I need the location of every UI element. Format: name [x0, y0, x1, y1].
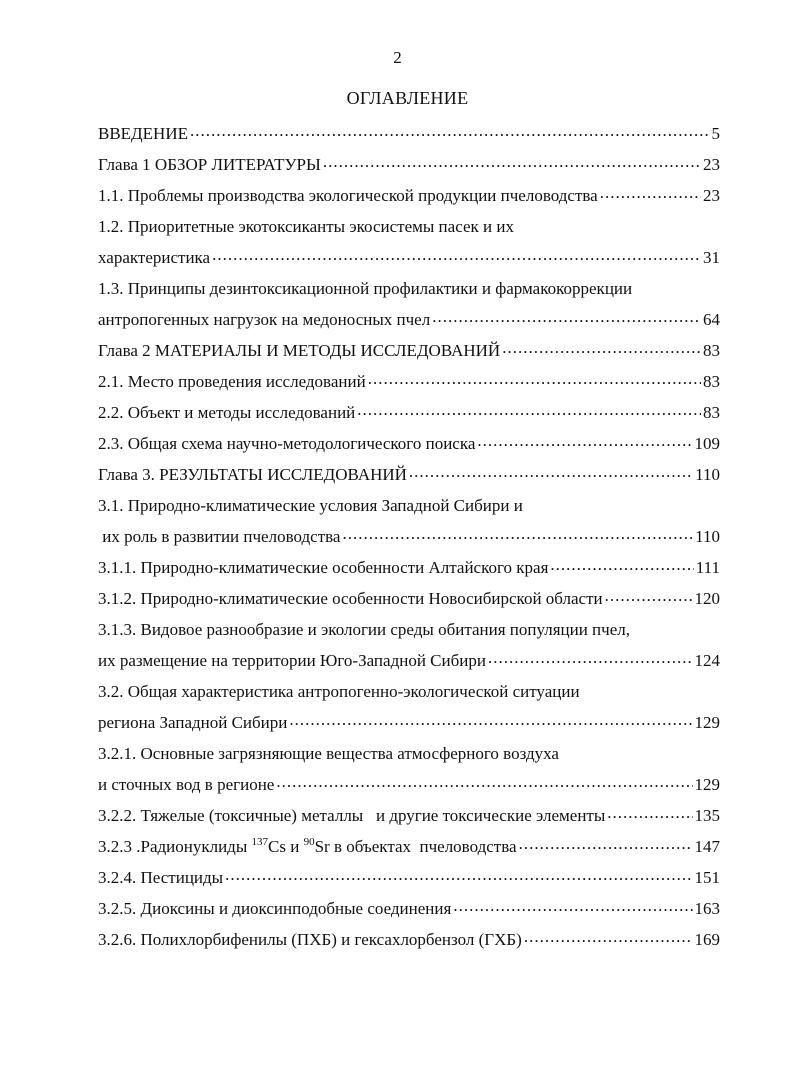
toc-entry-3-2-5: 3.2.5. Диоксины и диоксинподобные соединения ..... 163	[98, 889, 720, 920]
toc-entry-3-1-3-line1: 3.1.3. Видовое разнообразие и экологии среды обитания популяции пчел,	[98, 620, 630, 639]
toc-entry-3-2-3: 3.2.3 .Радионуклиды $^{137}$Cs и $^{90}$Sr в объектах пчеловодства ..... 147	[98, 827, 720, 858]
page-number: 2	[393, 48, 402, 67]
toc-entry-chapter-2: Глава 2 МАТЕРИАЛЫ И МЕТОДЫ ИССЛЕДОВАНИЙ ..... 83	[98, 331, 720, 362]
toc-entry-introduction: ВВЕДЕНИЕ ..... 5	[98, 114, 720, 145]
toc-entry-3-2-line2: региона Западной Сибири ..... 129	[98, 703, 720, 734]
toc-entry-1-3-line1: 1.3. Принципы дезинтоксикационной профилактики и фармакокоррекции	[98, 279, 633, 298]
toc-entry-2-1: 2.1. Место проведения исследований ..... 83	[98, 362, 720, 393]
toc-entry-3-1-line1: 3.1. Природно-климатические условия Западной Сибири и	[98, 496, 523, 515]
toc-entry-3-1-1: 3.1.1. Природно-климатические особенности Алтайского края ..... 111	[98, 548, 720, 579]
toc-entry-3-2-line1: 3.2. Общая характеристика антропогенно-экологической ситуации	[98, 682, 580, 701]
toc-entry-3-2-1-line1: 3.2.1. Основные загрязняющие вещества атмосферного воздуха	[98, 744, 559, 763]
toc-entry-3-1-3-line2: их размещение на территории Юго-Западной Сибири ..... 124	[98, 641, 720, 672]
toc-entry-2-3: 2.3. Общая схема научно-методологического поиска ..... 109	[98, 424, 720, 455]
toc-entry-chapter-1: Глава 1 ОБЗОР ЛИТЕРАТУРЫ ..... 23	[98, 145, 720, 176]
toc-entry-3-2-6: 3.2.6. Полихлорбифенилы (ПХБ) и гексахлорбензол (ГХБ) ..... 169	[98, 920, 720, 951]
toc-entry-chapter-3: Глава 3. РЕЗУЛЬТАТЫ ИССЛЕДОВАНИЙ ..... 110	[98, 455, 720, 486]
toc-entry-1-2-line2: характеристика ..... 31	[98, 238, 720, 269]
toc-entry-3-1-2: 3.1.2. Природно-климатические особенности Новосибирской области ..... 120	[98, 579, 720, 610]
toc-entry-3-1-line2: их роль в развитии пчеловодства ..... 110	[98, 517, 720, 548]
toc-entry-1-2-line1: 1.2. Приоритетные экотоксиканты экосистемы пасек и их	[98, 217, 514, 236]
toc-heading: ОГЛАВЛЕНИЕ	[346, 88, 469, 108]
toc-entry-3-2-1-line2: и сточных вод в регионе ..... 129	[98, 765, 720, 796]
toc-entry-2-2: 2.2. Объект и методы исследований ..... 83	[98, 393, 720, 424]
toc-entry-1-1: 1.1. Проблемы производства экологической продукции пчеловодства ..... 23	[98, 176, 720, 207]
toc-entry-3-2-4: 3.2.4. Пестициды ..... 151	[98, 858, 720, 889]
toc-entry-3-2-2: 3.2.2. Тяжелые (токсичные) металлы и другие токсические элементы ..... 135	[98, 796, 720, 827]
toc-entry-1-3-line2: антропогенных нагрузок на медоносных пчел ..... 64	[98, 300, 720, 331]
table-of-contents	[98, 114, 720, 951]
